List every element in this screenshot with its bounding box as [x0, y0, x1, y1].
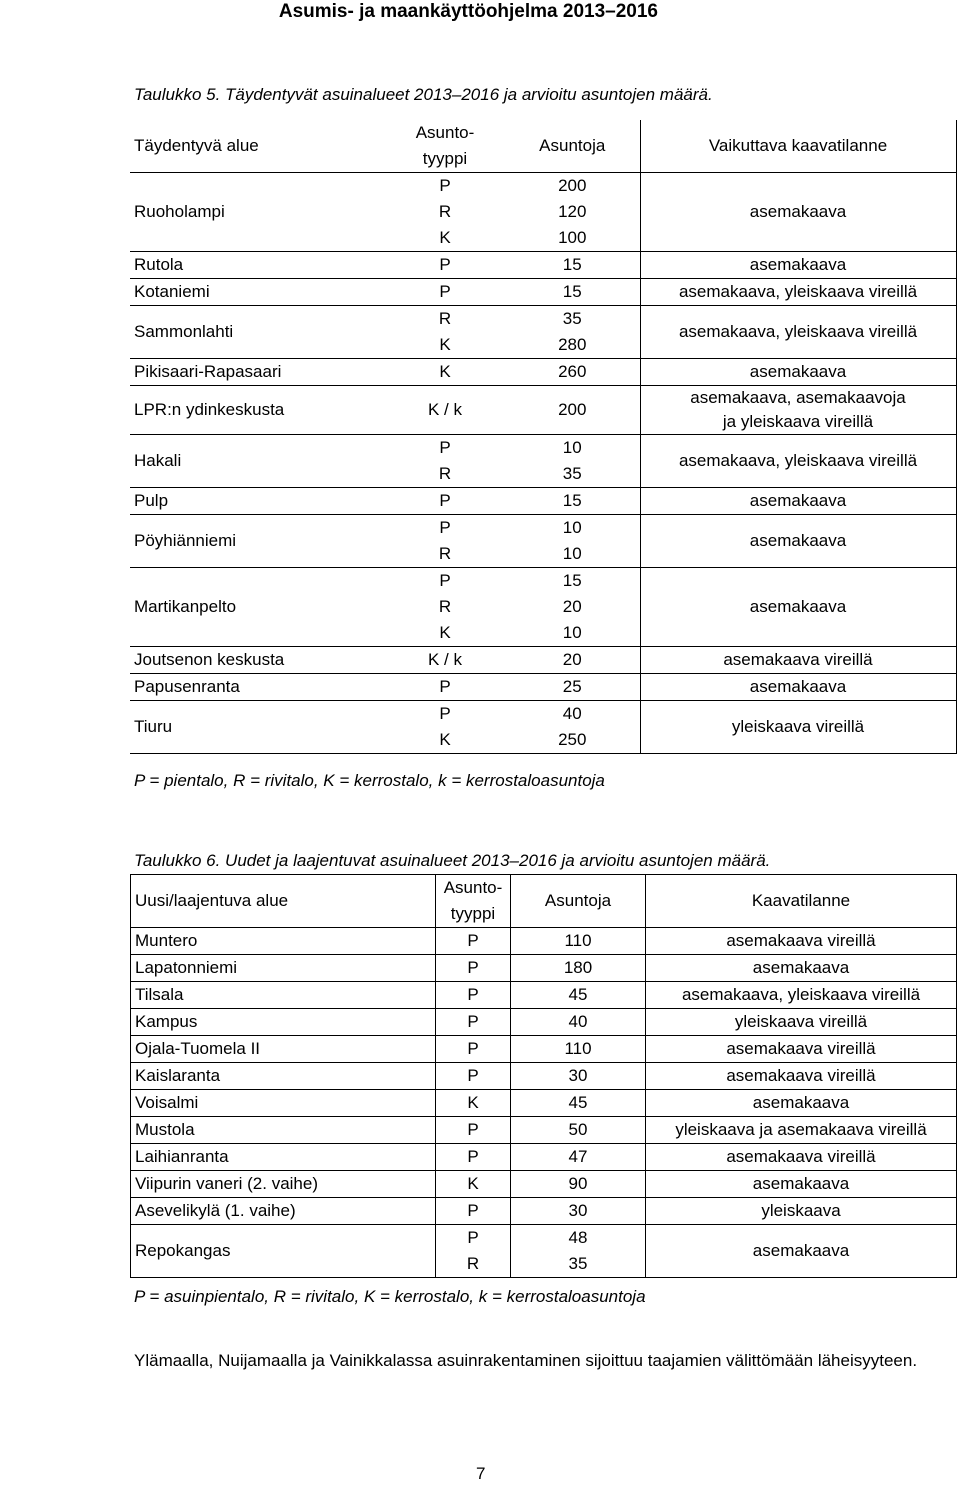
table-row — [131, 1063, 957, 1090]
cell-area: Rutola — [130, 252, 385, 279]
body-paragraph: Ylämaalla, Nuijamaalla ja Vainikkalassa asuinrakentaminen sijoittuu taajamien välittömään läheisyyteen. — [134, 1351, 918, 1370]
table-header-row — [130, 120, 956, 173]
cell-line: P — [439, 677, 451, 696]
cell-line: P — [467, 1201, 479, 1220]
cell-area: Viipurin vaneri (2. vaihe) — [131, 1171, 436, 1198]
cell-line: 120 — [558, 202, 587, 221]
cell-line: K — [439, 623, 451, 642]
cell-line: P — [439, 255, 451, 274]
cell-status — [646, 955, 957, 982]
status-line: asemakaava — [749, 531, 847, 550]
table-5-note: P = pientalo, R = rivitalo, K = kerrostalo, k = kerrostaloasuntoja — [134, 771, 605, 790]
table-row — [130, 674, 956, 701]
cell-type — [436, 1036, 511, 1063]
cell-status — [646, 1036, 957, 1063]
cell-line: P — [467, 931, 479, 950]
status-line: asemakaava — [749, 597, 847, 616]
cell-area: Voisalmi — [131, 1090, 436, 1117]
cell-line: K — [467, 1093, 479, 1112]
cell-count — [505, 173, 640, 252]
cell-type — [436, 1009, 511, 1036]
cell-status — [646, 1117, 957, 1144]
cell-area: Mustola — [131, 1117, 436, 1144]
cell-line: 45 — [568, 1093, 588, 1112]
cell-count — [505, 568, 640, 647]
cell-area: Martikanpelto — [130, 568, 385, 647]
status-line: yleiskaava — [761, 1201, 841, 1220]
cell-line: 35 — [562, 464, 582, 483]
cell-line: 35 — [562, 309, 582, 328]
cell-area: Pöyhiänniemi — [130, 515, 385, 568]
cell-count — [511, 1009, 646, 1036]
status-line: asemakaava vireillä — [726, 931, 876, 950]
table-row — [131, 1144, 957, 1171]
cell-count — [505, 515, 640, 568]
status-line: yleiskaava vireillä — [734, 1012, 868, 1031]
cell-type — [385, 488, 505, 515]
cell-line: R — [438, 464, 452, 483]
cell-count — [505, 252, 640, 279]
cell-line: 10 — [562, 438, 582, 457]
cell-line: 260 — [558, 362, 587, 381]
cell-area: Hakali — [130, 435, 385, 488]
cell-area: Kampus — [131, 1009, 436, 1036]
cell-status — [640, 435, 956, 488]
cell-type — [385, 647, 505, 674]
cell-line: K — [439, 335, 451, 354]
cell-line: 30 — [568, 1201, 588, 1220]
cell-line: P — [467, 1012, 479, 1031]
cell-line: P — [467, 1228, 479, 1247]
cell-line: 40 — [568, 1012, 588, 1031]
cell-count — [505, 701, 640, 754]
cell-line: 50 — [568, 1120, 588, 1139]
header-type-line: Asunto- — [415, 123, 475, 142]
cell-line: 30 — [568, 1066, 588, 1085]
table-row — [130, 515, 956, 568]
cell-count — [511, 955, 646, 982]
cell-line: K — [439, 228, 451, 247]
header-count: Asuntoja — [511, 875, 646, 928]
cell-area: Repokangas — [131, 1225, 436, 1278]
status-line: asemakaava, yleiskaava vireillä — [678, 282, 918, 301]
cell-line: R — [438, 544, 452, 563]
cell-count — [511, 1090, 646, 1117]
cell-line: R — [438, 309, 452, 328]
table-row — [130, 647, 956, 674]
cell-line: 10 — [562, 518, 582, 537]
cell-type — [385, 568, 505, 647]
cell-type — [385, 252, 505, 279]
cell-count — [505, 647, 640, 674]
status-line: asemakaava — [749, 255, 847, 274]
cell-area: Joutsenon keskusta — [130, 647, 385, 674]
table-row — [131, 1171, 957, 1198]
cell-area: Asevelikylä (1. vaihe) — [131, 1198, 436, 1225]
cell-status — [640, 568, 956, 647]
header-count: Asuntoja — [505, 120, 640, 173]
cell-count — [511, 1036, 646, 1063]
cell-status — [646, 1171, 957, 1198]
cell-line: P — [439, 282, 451, 301]
cell-type — [385, 386, 505, 435]
cell-status — [640, 674, 956, 701]
status-line: asemakaava vireillä — [723, 650, 873, 669]
table-6 — [130, 874, 957, 1278]
cell-line: P — [439, 518, 451, 537]
table-row — [130, 386, 956, 435]
cell-area: Pulp — [130, 488, 385, 515]
cell-status — [640, 306, 956, 359]
cell-count — [505, 306, 640, 359]
status-line: asemakaava — [749, 362, 847, 381]
cell-status — [646, 1225, 957, 1278]
cell-line: 10 — [562, 623, 582, 642]
header-status: Kaavatilanne — [646, 875, 957, 928]
cell-line: K — [467, 1174, 479, 1193]
cell-line: P — [439, 704, 451, 723]
cell-line: 10 — [562, 544, 582, 563]
table-row — [131, 928, 957, 955]
cell-line: K — [439, 730, 451, 749]
cell-count — [505, 279, 640, 306]
page-number: 7 — [476, 1464, 486, 1483]
cell-line: 25 — [562, 677, 582, 696]
cell-line: K / k — [427, 400, 462, 419]
cell-area: Kaislaranta — [131, 1063, 436, 1090]
cell-line: K — [439, 362, 451, 381]
status-line: asemakaava — [749, 677, 847, 696]
cell-type — [385, 515, 505, 568]
cell-area: Pikisaari-Rapasaari — [130, 359, 385, 386]
cell-line: 200 — [558, 176, 587, 195]
cell-line: P — [439, 176, 451, 195]
status-line: asemakaava, yleiskaava vireillä — [678, 322, 918, 341]
cell-area: Tilsala — [131, 982, 436, 1009]
table-row — [131, 1198, 957, 1225]
header-type-line: Asunto- — [443, 878, 503, 897]
cell-area: Lapatonniemi — [131, 955, 436, 982]
status-line: asemakaava vireillä — [726, 1039, 876, 1058]
cell-status — [640, 279, 956, 306]
cell-status — [640, 359, 956, 386]
cell-type — [436, 1198, 511, 1225]
cell-line: 250 — [558, 730, 587, 749]
cell-line: R — [438, 202, 452, 221]
cell-type — [385, 173, 505, 252]
cell-line: 47 — [568, 1147, 588, 1166]
cell-count — [511, 1171, 646, 1198]
table-row — [131, 1225, 957, 1278]
cell-count — [511, 982, 646, 1009]
header-status: Vaikuttava kaavatilanne — [640, 120, 956, 173]
cell-status — [640, 701, 956, 754]
cell-type — [385, 359, 505, 386]
cell-area: Ruoholampi — [130, 173, 385, 252]
table-row — [131, 982, 957, 1009]
cell-line: 180 — [563, 958, 593, 977]
cell-status — [646, 982, 957, 1009]
cell-area: Tiuru — [130, 701, 385, 754]
table-6-note: P = asuinpientalo, R = rivitalo, K = kerrostalo, k = kerrostaloasuntoja — [134, 1287, 646, 1306]
cell-area: Muntero — [131, 928, 436, 955]
cell-area: Papusenranta — [130, 674, 385, 701]
cell-status — [646, 1144, 957, 1171]
table-row — [130, 701, 956, 754]
status-line: asemakaava — [752, 958, 850, 977]
cell-type — [436, 982, 511, 1009]
cell-type — [436, 1225, 511, 1278]
table-row — [131, 955, 957, 982]
cell-area: Kotaniemi — [130, 279, 385, 306]
cell-line: 280 — [558, 335, 587, 354]
cell-count — [505, 386, 640, 435]
cell-type — [436, 928, 511, 955]
cell-status — [646, 1063, 957, 1090]
status-line: ja yleiskaava vireillä — [722, 412, 874, 431]
cell-type — [436, 1090, 511, 1117]
cell-status — [646, 1090, 957, 1117]
cell-area: LPR:n ydinkeskusta — [130, 386, 385, 435]
header-area: Uusi/laajentuva alue — [131, 875, 436, 928]
cell-line: P — [467, 1066, 479, 1085]
cell-line: P — [439, 571, 451, 590]
cell-line: R — [466, 1254, 480, 1273]
cell-status — [640, 488, 956, 515]
status-line: asemakaava — [752, 1093, 850, 1112]
cell-status — [640, 515, 956, 568]
cell-count — [505, 359, 640, 386]
status-line: asemakaava — [752, 1241, 850, 1260]
cell-line: 15 — [562, 255, 582, 274]
cell-line: P — [467, 958, 479, 977]
cell-line: 35 — [568, 1254, 588, 1273]
table-header-row — [131, 875, 957, 928]
cell-line: 20 — [562, 597, 582, 616]
status-line: asemakaava vireillä — [726, 1066, 876, 1085]
cell-type — [436, 1144, 511, 1171]
header-type-line: tyyppi — [422, 149, 468, 168]
document-header-title: Asumis- ja maankäyttöohjelma 2013–2016 — [278, 1, 658, 22]
cell-line: 48 — [568, 1228, 588, 1247]
table-row — [130, 252, 956, 279]
table-row — [130, 279, 956, 306]
cell-line: 20 — [562, 650, 582, 669]
cell-line: K / k — [427, 650, 462, 669]
cell-count — [505, 435, 640, 488]
cell-count — [505, 674, 640, 701]
cell-line: 15 — [562, 491, 582, 510]
status-line: asemakaava, yleiskaava vireillä — [678, 451, 918, 470]
header-type — [436, 875, 511, 928]
cell-line: P — [467, 1120, 479, 1139]
cell-type — [436, 955, 511, 982]
cell-line: P — [467, 1147, 479, 1166]
cell-count — [511, 1225, 646, 1278]
table-5 — [130, 120, 957, 754]
cell-status — [646, 1009, 957, 1036]
cell-type — [436, 1063, 511, 1090]
cell-line: 100 — [558, 228, 587, 247]
cell-line: R — [438, 597, 452, 616]
cell-line: P — [439, 438, 451, 457]
cell-type — [385, 435, 505, 488]
table-row — [130, 488, 956, 515]
status-line: asemakaava, asemakaavoja — [690, 388, 906, 407]
status-line: asemakaava — [749, 491, 847, 510]
cell-status — [640, 647, 956, 674]
cell-type — [436, 1171, 511, 1198]
cell-line: 200 — [558, 400, 587, 419]
cell-status — [646, 928, 957, 955]
cell-line: 110 — [564, 1039, 592, 1058]
cell-count — [511, 1144, 646, 1171]
cell-line: 15 — [562, 282, 582, 301]
cell-type — [436, 1117, 511, 1144]
header-area: Täydentyvä alue — [130, 120, 385, 173]
cell-area: Ojala-Tuomela II — [131, 1036, 436, 1063]
cell-area: Laihianranta — [131, 1144, 436, 1171]
table-row — [130, 173, 956, 252]
status-line: yleiskaava ja asemakaava vireillä — [675, 1120, 927, 1139]
cell-count — [511, 1117, 646, 1144]
cell-count — [511, 928, 646, 955]
cell-type — [385, 701, 505, 754]
table-row — [131, 1117, 957, 1144]
cell-line: 45 — [568, 985, 588, 1004]
cell-status — [640, 252, 956, 279]
cell-type — [385, 279, 505, 306]
table-5-caption: Taulukko 5. Täydentyvät asuinalueet 2013–2016 ja arvioitu asuntojen määrä. — [134, 85, 713, 104]
cell-count — [511, 1063, 646, 1090]
status-line: yleiskaava vireillä — [731, 717, 865, 736]
cell-status — [640, 386, 956, 435]
status-line: asemakaava vireillä — [726, 1147, 876, 1166]
table-row — [130, 568, 956, 647]
table-row — [130, 306, 956, 359]
status-line: asemakaava — [752, 1174, 850, 1193]
cell-line: 110 — [564, 931, 592, 950]
table-6-caption: Taulukko 6. Uudet ja laajentuvat asuinalueet 2013–2016 ja arvioitu asuntojen määrä. — [134, 851, 771, 870]
cell-status — [640, 173, 956, 252]
cell-line: 40 — [562, 704, 582, 723]
header-type — [385, 120, 505, 173]
header-type-line: tyyppi — [450, 904, 496, 923]
table-row — [131, 1090, 957, 1117]
cell-line: P — [467, 985, 479, 1004]
cell-area: Sammonlahti — [130, 306, 385, 359]
table-row — [130, 435, 956, 488]
status-line: asemakaava — [749, 202, 847, 221]
cell-type — [385, 674, 505, 701]
status-line: asemakaava, yleiskaava vireillä — [681, 985, 921, 1004]
cell-line: P — [467, 1039, 479, 1058]
cell-line: 15 — [562, 571, 582, 590]
cell-count — [511, 1198, 646, 1225]
table-row — [131, 1009, 957, 1036]
cell-line: P — [439, 491, 451, 510]
table-row — [130, 359, 956, 386]
cell-count — [505, 488, 640, 515]
cell-status — [646, 1198, 957, 1225]
table-row — [131, 1036, 957, 1063]
cell-type — [385, 306, 505, 359]
cell-line: 90 — [568, 1174, 588, 1193]
